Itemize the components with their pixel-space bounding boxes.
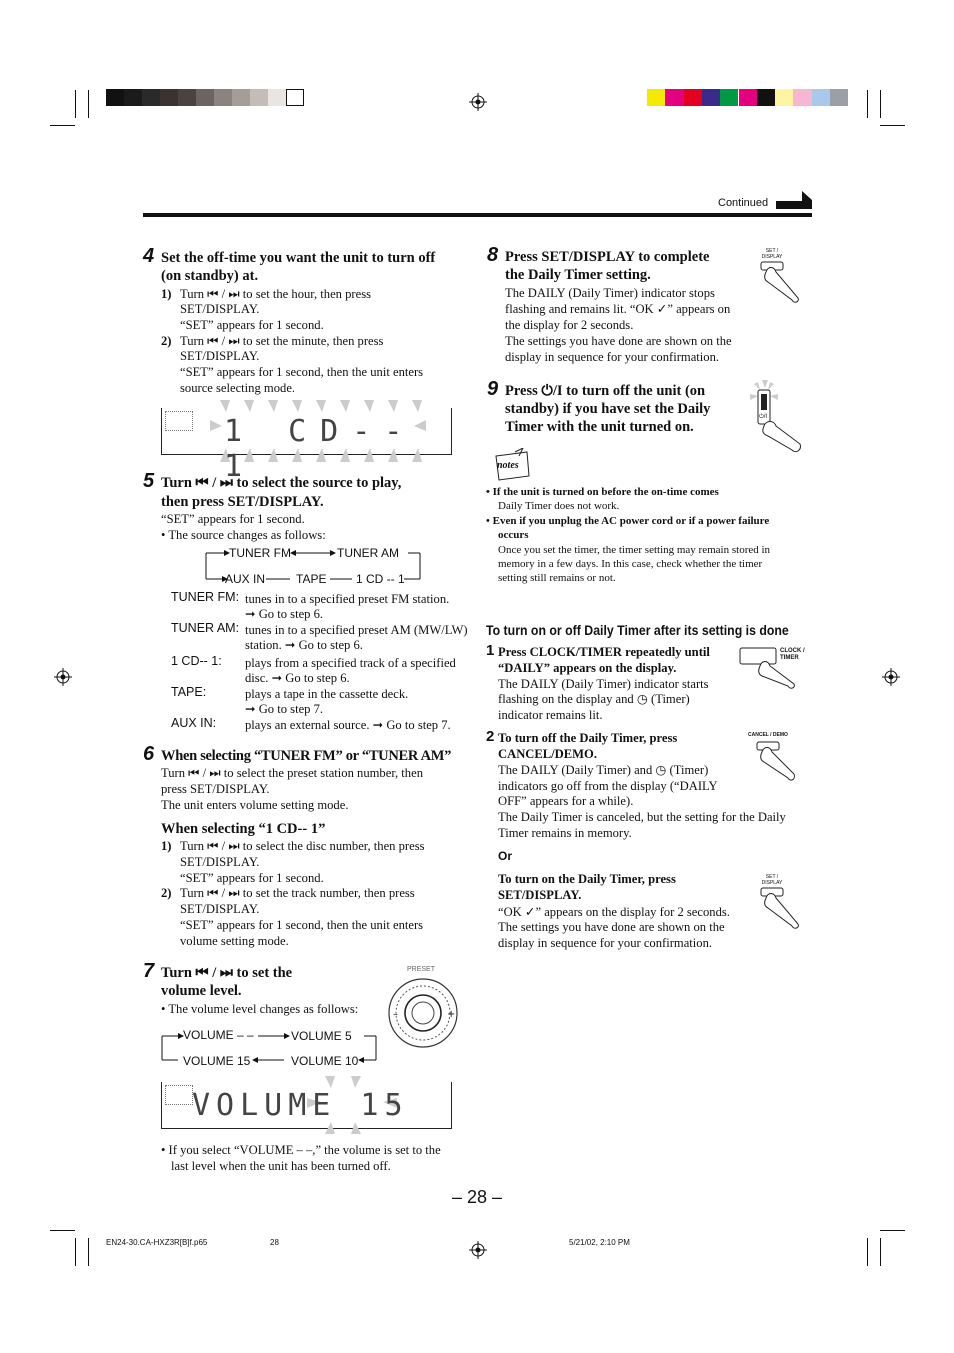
note-bullet: • If the unit is turned on before the on-time comes: [486, 486, 719, 498]
color-swatch: [178, 89, 196, 106]
svg-text:+: +: [447, 1009, 456, 1020]
continued-label: Continued: [718, 197, 769, 209]
step-title: When selecting “TUNER FM” or “TUNER AM”: [161, 748, 452, 764]
knob-label: PRESET: [407, 966, 436, 973]
color-swatch: [268, 89, 286, 106]
body-text: indicator remains lit.: [498, 708, 603, 722]
lcd-text: 1 CD-- 1: [224, 414, 417, 484]
body-text: The DAILY (Daily Timer) indicator starts: [498, 677, 709, 691]
button-label: ⏻/I: [759, 414, 768, 420]
definition-term: TAPE:: [171, 685, 207, 699]
footer-date: 5/21/02, 2:10 PM: [569, 1238, 630, 1247]
volume-level: VOLUME – –: [183, 1028, 254, 1042]
step-number: 5: [143, 470, 155, 492]
registration-target-icon: [882, 668, 900, 686]
step-number: 7: [143, 960, 155, 982]
color-swatch: [286, 89, 304, 106]
step-title: Press SET/DISPLAY to complete: [505, 249, 710, 265]
definition-term: TUNER FM:: [171, 590, 240, 604]
crop-mark: [75, 90, 76, 118]
instruction-text: “SET” appears for 1 second, then the unit enters: [180, 918, 424, 932]
note-text: Once you set the timer, the timer setting may remain stored in: [498, 544, 771, 556]
item-number: 1): [161, 839, 172, 853]
color-swatch: [250, 89, 268, 106]
daily-indicator-icon: [165, 1085, 193, 1105]
body-text: The settings you have done are shown on the: [498, 920, 725, 934]
source-tuner-fm: TUNER FM: [229, 546, 291, 560]
body-text: The DAILY (Daily Timer) indicator stops: [505, 286, 715, 300]
definition-text: tunes in to a specified preset AM (MW/LW): [245, 623, 468, 637]
button-label: CLOCK / TIMER: [780, 648, 805, 661]
body-text: The settings you have done are shown on the: [505, 334, 732, 348]
registration-target-icon: [54, 668, 72, 686]
body-text: flashing and remains lit. “OK ✓” appears on: [505, 302, 731, 316]
step-number: 6: [143, 743, 155, 765]
body-text: “SET” appears for 1 second.: [161, 512, 305, 526]
body-text: Turn ⏮ / ⏭ to select the preset station number, then: [161, 766, 423, 780]
note-text: Daily Timer does not work.: [498, 500, 620, 512]
file-name: EN24-30.CA-HXZ3R[B]f.p65: [106, 1238, 208, 1247]
definition-term: AUX IN:: [171, 716, 217, 730]
cancel-demo-button-illustration: [748, 732, 808, 782]
instruction-text: “SET” appears for 1 second.: [180, 318, 324, 332]
volume-flow-diagram: [160, 1026, 380, 1066]
registration-target-icon: [469, 1241, 487, 1259]
or-label: Or: [498, 849, 513, 863]
step-title: standby) if you have set the Daily: [505, 401, 711, 417]
body-text: The DAILY (Daily Timer) and ◷ (Timer): [498, 763, 709, 777]
color-swatch: [665, 89, 683, 106]
color-swatch: [702, 89, 720, 106]
finger-press-icon: [754, 740, 804, 782]
set-display-button-illustration: [758, 248, 806, 304]
body-text: The Daily Timer is canceled, but the setting for the Daily: [498, 810, 786, 824]
step-title: To turn off the Daily Timer, press: [498, 731, 678, 745]
registration-target-icon: [469, 93, 487, 111]
color-swatch: [775, 89, 793, 106]
instruction-text: “SET” appears for 1 second.: [180, 871, 324, 885]
step-title: Timer with the unit turned on.: [505, 419, 694, 435]
step-title: then press SET/DISPLAY.: [161, 494, 324, 510]
color-swatch: [647, 89, 665, 106]
body-text: the display for 2 seconds.: [505, 318, 634, 332]
step-title: Set the off-time you want the unit to turn off: [161, 250, 436, 266]
definition-text: disc. ➞ Go to step 6.: [245, 671, 350, 685]
button-label: CANCEL / DEMO: [748, 732, 788, 738]
color-swatch: [757, 89, 775, 106]
finger-press-icon: [758, 260, 806, 304]
color-swatch: [720, 89, 738, 106]
body-text: press SET/DISPLAY.: [161, 782, 270, 796]
lcd-text: VOLUME 15: [192, 1088, 409, 1123]
crop-mark: [75, 1238, 76, 1266]
button-label: SET / DISPLAY: [761, 248, 783, 260]
item-number: 2): [161, 334, 172, 348]
crop-mark: [867, 1238, 868, 1266]
step-title: (on standby) at.: [161, 268, 259, 284]
crop-mark: [880, 125, 905, 126]
instruction-text: Turn ⏮ / ⏭ to set the track number, then press: [180, 886, 415, 900]
section-heading: To turn on or off Daily Timer after its setting is done: [486, 622, 789, 638]
body-text: • If you select “VOLUME – –,” the volume is set to the: [161, 1143, 441, 1157]
color-swatch: [793, 89, 811, 106]
instruction-text: volume setting mode.: [180, 934, 289, 948]
body-text: flashing on the display and ◷ (Timer): [498, 692, 690, 706]
instruction-text: “SET” appears for 1 second, then the unit enters: [180, 365, 424, 379]
crop-mark: [867, 90, 868, 118]
step-title: SET/DISPLAY.: [498, 888, 582, 902]
step-title: the Daily Timer setting.: [505, 267, 651, 283]
body-text: • The source changes as follows:: [161, 528, 326, 542]
definition-text: ➞ Go to step 7.: [245, 702, 324, 716]
color-swatch: [196, 89, 214, 106]
color-swatch: [142, 89, 160, 106]
color-swatch: [124, 89, 142, 106]
instruction-text: SET/DISPLAY.: [180, 855, 260, 869]
power-button-illustration: [748, 380, 806, 454]
subheading: When selecting “1 CD-- 1”: [161, 821, 326, 837]
step-number: 8: [487, 244, 499, 266]
step-title: Turn ⏮ / ⏭ to select the source to play,: [161, 475, 402, 491]
color-swatch: [812, 89, 830, 106]
step-number: 2: [486, 728, 495, 745]
body-text: display in sequence for your confirmation.: [498, 936, 713, 950]
note-bullet: • Even if you unplug the AC power cord or if a power failure: [486, 515, 770, 527]
knob-icon: [385, 972, 460, 1052]
source-tape: TAPE: [296, 572, 327, 586]
step-title: “DAILY” appears on the display.: [498, 661, 677, 675]
notes-label: notes: [497, 460, 519, 471]
step-number: 4: [143, 245, 155, 267]
page-number: – 28 –: [452, 1187, 503, 1207]
definition-term: 1 CD-- 1:: [171, 654, 222, 668]
volume-level: VOLUME 15: [183, 1054, 251, 1068]
definition-text: plays an external source. ➞ Go to step 7.: [245, 718, 451, 732]
note-bullet: occurs: [498, 529, 529, 541]
body-text: indicators go off from the display (“DAILY: [498, 779, 718, 793]
crop-mark: [88, 90, 89, 118]
step-title: Turn ⏮ / ⏭ to set the: [161, 965, 293, 981]
crop-mark: [88, 1238, 89, 1266]
header-rule: [143, 213, 812, 217]
step-title: Press ⏻/I to turn off the unit (on: [505, 383, 706, 399]
item-number: 1): [161, 287, 172, 301]
note-text: setting still remains or not.: [498, 572, 616, 584]
step-title: volume level.: [161, 983, 242, 999]
crop-mark: [50, 125, 75, 126]
source-cd: 1 CD -- 1: [356, 572, 405, 586]
set-display-button-illustration: [758, 874, 806, 930]
color-swatch: [684, 89, 702, 106]
finger-press-icon: [758, 886, 806, 930]
note-text: memory in a few days. In this case, check whether the timer: [498, 558, 763, 570]
body-text: “OK ✓” appears on the display for 2 seconds.: [498, 905, 730, 919]
volume-level: VOLUME 10: [291, 1054, 359, 1068]
item-number: 2): [161, 886, 172, 900]
continued-arrow-icon: [776, 191, 812, 209]
button-label: SET / DISPLAY: [761, 874, 783, 886]
crop-mark: [880, 1230, 905, 1231]
color-swatch: [830, 89, 848, 106]
instruction-text: source selecting mode.: [180, 381, 296, 395]
clock-timer-button-illustration: [738, 644, 808, 690]
instruction-text: Turn ⏮ / ⏭ to set the hour, then press: [180, 287, 372, 301]
crop-mark: [880, 90, 881, 118]
color-swatch: [214, 89, 232, 106]
color-swatch: [160, 89, 178, 106]
crop-mark: [880, 1238, 881, 1266]
definition-text: station. ➞ Go to step 6.: [245, 638, 363, 652]
body-text: Timer remains in memory.: [498, 826, 632, 840]
volume-level: VOLUME 5: [291, 1029, 352, 1043]
footer-page-number: 28: [270, 1238, 279, 1247]
instruction-text: Turn ⏮ / ⏭ to set the minute, then press: [180, 334, 384, 348]
color-swatch: [106, 89, 124, 106]
definition-text: tunes in to a specified preset FM station.: [245, 592, 450, 606]
body-text: display in sequence for your confirmation.: [505, 350, 720, 364]
finger-press-icon: [748, 380, 806, 454]
body-text: last level when the unit has been turned off.: [171, 1159, 391, 1173]
instruction-text: SET/DISPLAY.: [180, 349, 260, 363]
body-text: OFF” appears for a while).: [498, 794, 634, 808]
source-aux-in: AUX IN: [225, 572, 266, 586]
color-swatch: [739, 89, 757, 106]
instruction-text: Turn ⏮ / ⏭ to select the disc number, then press: [180, 839, 425, 853]
definition-text: ➞ Go to step 6.: [245, 607, 324, 621]
step-title: To turn on the Daily Timer, press: [498, 872, 676, 886]
definition-term: TUNER AM:: [171, 621, 240, 635]
step-title: Press CLOCK/TIMER repeatedly until: [498, 645, 710, 659]
instruction-text: SET/DISPLAY.: [180, 302, 260, 316]
svg-text:–: –: [393, 1009, 398, 1020]
step-title: CANCEL/DEMO.: [498, 747, 598, 761]
body-text: The unit enters volume setting mode.: [161, 798, 349, 812]
color-swatch: [232, 89, 250, 106]
body-text: • The volume level changes as follows:: [161, 1002, 359, 1016]
step-number: 1: [486, 642, 495, 659]
step-number: 9: [487, 378, 499, 400]
crop-mark: [50, 1230, 75, 1231]
source-flow-diagram: [204, 545, 426, 585]
volume-knob-illustration: [385, 966, 460, 1052]
definition-text: plays a tape in the cassette deck.: [245, 687, 409, 701]
lcd-display: [161, 1082, 452, 1129]
daily-indicator-icon: [165, 411, 193, 431]
instruction-text: SET/DISPLAY.: [180, 902, 260, 916]
definition-text: plays from a specified track of a specified: [245, 656, 456, 670]
source-tuner-am: TUNER AM: [337, 546, 400, 560]
